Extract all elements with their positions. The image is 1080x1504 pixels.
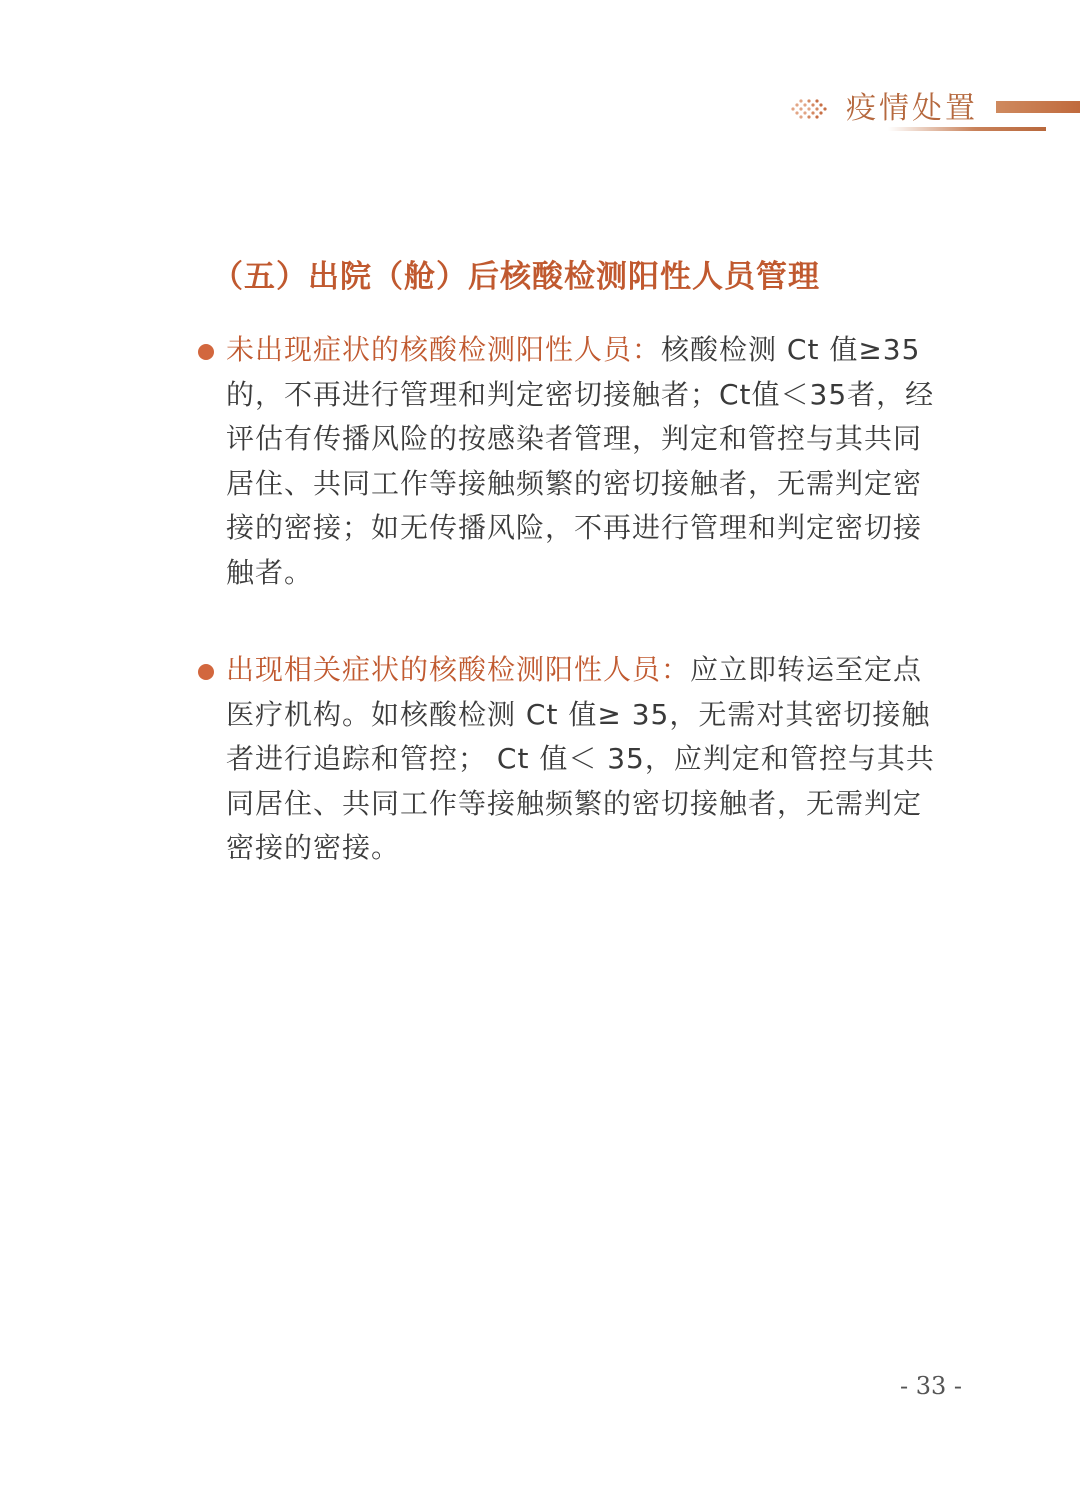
header-underline (888, 127, 1046, 131)
chevron-arrows-icon (790, 96, 834, 122)
header-accent-bar (996, 101, 1080, 113)
section-label: 疫情处置 (846, 91, 978, 126)
bullet-item-asymptomatic (226, 328, 946, 595)
page-number: - 33 - (900, 1372, 963, 1400)
section-heading: （五）出院（舱）后核酸检测阳性人员管理 (212, 259, 820, 295)
bullet-dot-icon (198, 344, 214, 360)
bullet-item-symptomatic (226, 648, 946, 871)
bullet-dot-icon (198, 664, 214, 680)
bullet-lead: 出现相关症状的核酸检测阳性人员： (226, 653, 691, 686)
bullet-lead: 未出现症状的核酸检测阳性人员： (226, 333, 662, 366)
bullet-body: 核酸检测 Ct 值≥35的，不再进行管理和判定密切接触者；Ct值＜35者，经评估有传播风险的按感染者管理，判定和管控与其共同居住、共同工作等接触频繁的密切接触者，无需判定密接的密接；如无传播风险，不再进行管理和判定密切接触者。 (226, 333, 935, 589)
bullet-body: 应立即转运至定点医疗机构。如核酸检测 Ct 值≥ 35，无需对其密切接触者进行追踪和管控； Ct 值＜ 35，应判定和管控与其共同居住、共同工作等接触频繁的密切接触者，无需判定密接的密接。 (226, 653, 935, 864)
